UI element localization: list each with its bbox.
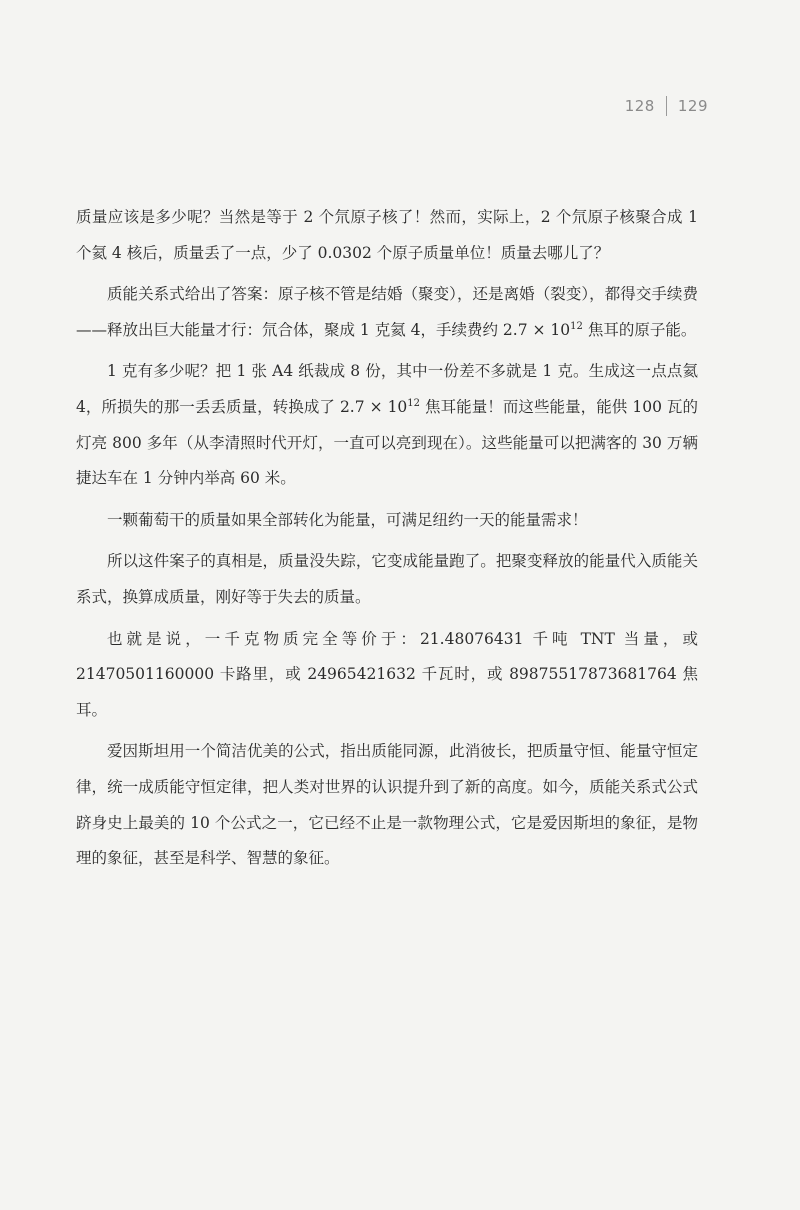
paragraph-7-text: 爱因斯坦用一个简洁优美的公式，指出质能同源，此消彼长，把质量守恒、能量守恒定律，统一成质能守恒定律，把人类对世界的认识提升到了新的高度。如今，质能关系式公式跻身史上最美的 10 个公式之一，它已经不止是一款物理公式，它是爱因斯坦的象征，是物理的象征，甚至是科学、智慧的象征。 [76, 742, 698, 868]
paragraph-3 [76, 354, 698, 496]
page-number-right: 129 [677, 97, 708, 115]
page-number-divider [666, 96, 667, 116]
page-number-header [625, 96, 708, 116]
paragraph-4 [76, 503, 698, 539]
paragraph-3-text: 1 克有多少呢？把 1 张 A4 纸裁成 8 份，其中一份差不多就是 1 克。生成这一点点氦 4，所损失的那一丢丢质量，转换成了 2.7 × 10 [76, 362, 698, 416]
paragraph-5 [76, 544, 698, 615]
paragraph-5-text: 所以这件案子的真相是，质量没失踪，它变成能量跑了。把聚变释放的能量代入质能关系式，换算成质量，刚好等于失去的质量。 [76, 552, 698, 606]
paragraph-2-exponent: 12 [570, 320, 583, 332]
paragraph-4-text: 一颗葡萄干的质量如果全部转化为能量，可满足纽约一天的能量需求！ [107, 510, 588, 529]
paragraph-2-text: 质能关系式给出了答案：原子核不管是结婚（聚变），还是离婚（裂变），都得交手续费——释放出巨大能量才行：氘合体，聚成 1 克氦 4，手续费约 2.7 × 10 [76, 285, 698, 339]
paragraph-6 [76, 622, 698, 729]
paragraph-1-text: 质量应该是多少呢？当然是等于 2 个氘原子核了！然而，实际上，2 个氘原子核聚合成 1 个氦 4 核后，质量丢了一点，少了 0.0302 个原子质量单位！质量去哪儿了？ [76, 208, 698, 262]
paragraph-1 [76, 200, 698, 271]
paragraph-7 [76, 734, 698, 876]
paragraph-2 [76, 277, 698, 348]
paragraph-2-text-after: 焦耳的原子能。 [582, 320, 697, 339]
paragraph-6-text: 也就是说，一千克物质完全等价于：21.48076431 千吨 TNT 当量，或 21470501160000 卡路里，或 24965421632 千瓦时，或 89875517873681764 焦耳。 [76, 629, 698, 719]
paragraph-3-text-after: 焦耳能量！而这些能量，能供 100 瓦的灯亮 800 多年（从李清照时代开灯，一直可以亮到现在）。这些能量可以把满客的 30 万辆捷达车在 1 分钟内举高 60 米。 [76, 397, 698, 488]
body-text [76, 200, 698, 883]
page-number-left: 128 [624, 97, 655, 115]
paragraph-3-exponent: 12 [407, 397, 421, 409]
